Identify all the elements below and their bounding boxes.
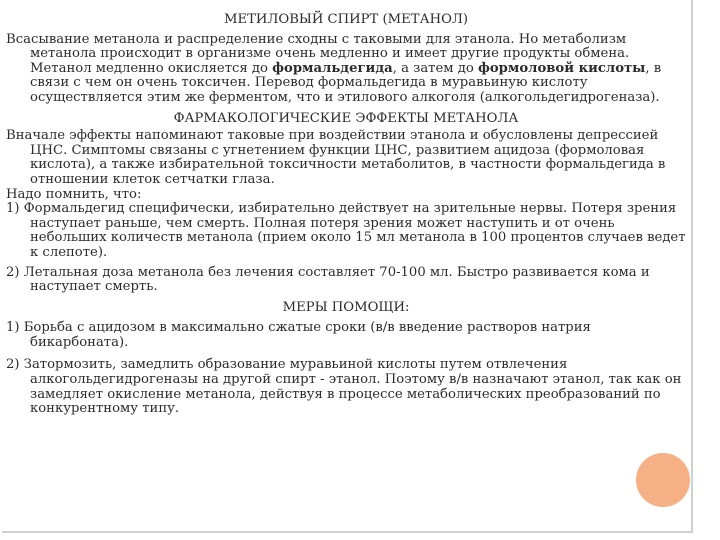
help-item: 2) Затормозить, замедлить образование муравьиной кислоты путем отвлечения алкогольдегидрогеназы на другой спирт - этанол. Поэтому в/в назначают этанол, так как он замедляет окисление метанола, действуя в процессе метаболических преобразований по конкурентному типу. — [6, 357, 682, 417]
intro-text-1: Всасывание метанола и распределение сходны с таковыми для этанола. Но метаболизм метанола происходит в организме очень медленно и имеет другие продукты обмена. Метанол медленно окисляется до — [6, 31, 630, 76]
intro-bold-formic-acid: формоловой кислоты — [477, 60, 646, 76]
remember-line: Надо помнить, что: — [6, 186, 142, 202]
intro-paragraph — [6, 33, 686, 106]
intro-text-2: , а затем до — [392, 60, 478, 76]
point-item: 2) Летальная доза метанола без лечения составляет 70-100 мл. Быстро развивается кома и наступает смерть. — [6, 264, 650, 295]
decorative-circle-icon — [636, 453, 690, 507]
intro-bold-formaldehyde: формальдегида — [272, 60, 393, 76]
help-heading: МЕРЫ ПОМОЩИ: — [282, 299, 410, 315]
point-item: 1) Формальдегид специфически, избирательно действует на зрительные нервы. Потеря зрения наступает раньше, чем смерть. Полная потеря зрения может наступить и от очень небольших количеств метанола (прием около 15 мл метанола в 100 процентов случаев ведет к слепоте). — [6, 201, 686, 260]
pharm-paragraph: Вначале эффекты напоминают таковые при воздействии этанола и обусловлены депрессией ЦНС. Симптомы связаны с угнетением функции ЦНС, развитием ацидоза (формоловая кислота), а также избирательной токсичности метаболитов, в частности формальдегида в отношении клеток сетчатки глаза. — [6, 128, 666, 187]
pharm-heading: ФАРМАКОЛОГИЧЕСКИЕ ЭФФЕКТЫ МЕТАНОЛА — [173, 110, 519, 126]
slide-content — [6, 13, 686, 417]
help-item: 1) Борьба с ацидозом в максимально сжатые сроки (в/в введение растворов натрия бикарбоната). — [6, 320, 591, 350]
intro-text-3: , в связи с чем он очень токсичен. Перевод формальдегида в муравьиную кислоту осуществляется этим же ферментом, что и этилового алкоголя (алкогольдегидрогеназа). — [30, 60, 662, 105]
slide-title: МЕТИЛОВЫЙ СПИРТ (МЕТАНОЛ) — [223, 12, 469, 27]
